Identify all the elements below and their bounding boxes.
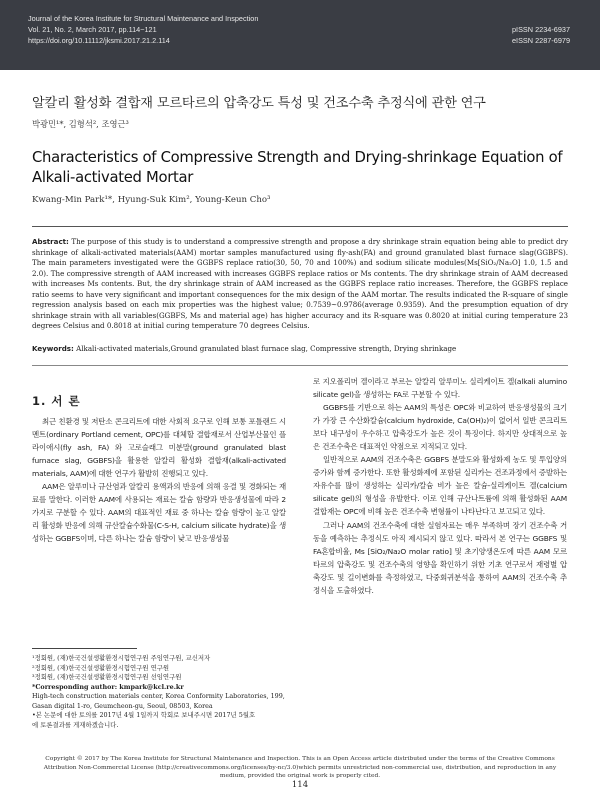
journal-header [0, 0, 600, 70]
divider-bottom [32, 365, 568, 366]
journal-name: Journal of the Korea Institute for Structural Maintenance and Inspection [28, 14, 259, 23]
footnote: ³정회원, (재)한국건설생활환경시험연구원 선임연구원 [32, 673, 182, 681]
paragraph: 일반적으로 AAM의 건조수축은 GGBFS 분말도와 활성화제 농도 및 투입양의 증가와 함께 증가한다. 또한 활성화제에 포함된 실리카는 건조과정에서 증발하는 자유수를 많이 생성하는 실리카/칼슘 비가 높은 칼슘-실리케이트 겔(calcium silicate gel)의 형성을 유발한다. 이로 인해 규산나트륨에 의해 활성화된 AAM 결합재는 OPC에 비해 높은 건조수축 변형률이 나타난다고 보고되고 있다. [313, 455, 567, 517]
address-line: Gasan digital 1-ro, Geumcheon-gu, Seoul, 08503, Korea [32, 701, 213, 710]
keywords [32, 344, 568, 354]
corresponding-author: *Corresponding author: kmpark@kcl.re.kr [32, 682, 184, 691]
abstract-label: Abstract: [32, 237, 69, 246]
pissn: pISSN 2234-6937 [511, 25, 570, 34]
english-title [32, 148, 572, 188]
volume-line: Vol. 21, No. 2, March 2017, pp.114~121 [28, 25, 157, 34]
footnote: ²정회원, (재)한국건설생활환경시험연구원 연구원 [32, 663, 170, 672]
paragraph: 최근 친환경 및 저탄소 콘크리트에 대한 사회적 요구로 인해 보통 포틀랜드 시멘트(ordinary Portland cement, OPC)를 대체할 결합재로서 산업부산물인 플라이애시(fly ash, FA) 와 고로슬래그 미분말(ground granulated blast furnace slag, GGBFS)을 활용한 알칼리 활성화 결합재(alkali-activated materials, AAM)에 대한 연구가 활발히 진행되고 있다. [32, 417, 286, 479]
keywords-text: Alkali-activated materials,Ground granulated blast furnace slag, Compressive strength, Drying shrinkage [76, 344, 457, 353]
discussion-note: 에 토론결과를 게재하겠습니다. [32, 720, 119, 729]
footnote: ¹정회원, (재)한국건설생활환경시험연구원 주임연구원, 교신저자 [32, 654, 211, 662]
issn-info [512, 24, 570, 46]
page-number: 114 [291, 780, 309, 790]
discussion-note: •본 논문에 대한 토의를 2017년 4월 1일까지 학회로 보내주시면 2017년 5월호 [32, 711, 256, 719]
doi-link[interactable]: https://doi.org/10.11112/jksmi.2017.21.2.114 [28, 36, 170, 45]
divider-top [32, 226, 568, 227]
english-title-line1: Characteristics of Compressive Strength and Drying-shrinkage Equation of [32, 149, 563, 166]
left-column [32, 415, 286, 545]
right-column [313, 375, 567, 597]
abstract [32, 237, 568, 332]
korean-title: 알칼리 활성화 결합재 모르타르의 압축강도 특성 및 건조수축 추정식에 관한 연구 [32, 96, 486, 111]
footnote-divider [32, 648, 137, 649]
english-authors: Kwang-Min Park¹*, Hyung-Suk Kim², Young-Keun Cho³ [32, 195, 271, 205]
english-title-line2: Alkali-activated Mortar [32, 169, 194, 186]
journal-info [28, 13, 258, 46]
keywords-label: Keywords: [32, 344, 74, 353]
paragraph: 로 지오폴리머 겔이라고 부르는 알칼리 알루미노 실리케이트 겔(alkali alumino silicate gel)을 생성하는 FA로 구분할 수 있다. [313, 377, 567, 400]
paragraph: AAM은 알루미나 규산염과 알칼리 용액과의 반응에 의해 응결 및 경화되는 재료를 말한다. 이러한 AAM에 사용되는 재료는 칼슘 함량과 반응생성물에 따라 2가지로 구분할 수 있다. AAM의 대표적인 재료 중 하나는 칼슘 함량이 높고 알칼리 활성화 반응에 의해 규산칼슘수화물(C-S-H, calcium silicate hydrate)을 생성하는 GGBFS이며, 다른 하나는 칼슘 함량이 낮고 반응생성물 [32, 482, 286, 544]
footnotes [32, 654, 288, 730]
eissn: eISSN 2287-6979 [511, 36, 570, 45]
paragraph: 그러나 AAM의 건조수축에 대한 실험자료는 매우 부족하며 장기 건조수축 거동을 예측하는 추정식도 아직 제시되지 않고 있다. 따라서 본 연구는 GGBFS 및 FA혼합비율, Ms [SiO₂/Na₂O molar ratio] 및 초기양생온도에 따른 AAM 모르타르의 압축강도 및 건조수축의 영향을 확인하기 위한 기초 연구로서 재령별 압축강도 및 길이변화를 측정하였고, 다중회귀분석을 통하여 AAM의 건조수축 추정식을 도출하였다. [313, 520, 567, 595]
abstract-text: The purpose of this study is to understand a compressive strength and propose a dry shrinkage strain equation being able to predict dry shrinkage of alkali-activated materials(AAM) mortar samples manufactured using fly-ash(FA) and ground granulated blast furnace slag(GGBFS). The main parameters investigated were the GGBFS replace ratio(30, 50, 70 and 100%) and sodium silicate modules(Ms[SiO₂/Na₂O] 1.0, 1.5 and 2.0). The compressive strength of AAM increased with increases GGBFS replace ratios or Ms contents. The dry shrinkage strain of AAM decreased with increases Ms contents. But, the dry shrinkage strain of AAM increased as the GGBFS replace ratio increases. Therefore, the GGBFS replace ratio seems to have very significant and important consequences for the mix design of the AAM mortar. The results indicated the R-square of single regression analysis based on each mix properties was the highest value; 0.7539~0.9786(average 0.9359). And the presumption equation of dry shrinkage strain with all variables(GGBFS, Ms and material age) has higher accuracy and its R-square was 0.8020 at initial curing temperature 23 degrees Celsius and 0.8018 at initial curing temperature 70 degrees Celsius. [32, 237, 568, 330]
korean-authors: 박광민¹*, 김형석², 조영근³ [32, 119, 129, 129]
section-heading-intro: 1. 서 론 [32, 394, 81, 408]
paragraph: GGBFS를 기반으로 하는 AAM의 특성은 OPC와 비교하여 반응생성물의 크기가 가장 큰 수산화칼슘(calcium hydroxide, Ca(OH)₂)이 없어서 일반 콘크리트보다 내구성이 우수하고 압축강도가 높은 것이 특징이다. 하지만 상대적으로 높은 건조수축은 대표적인 약점으로 지적되고 있다. [313, 403, 567, 452]
copyright-notice: Copyright © 2017 by The Korea Institute for Structural Maintenance and Inspection. This is an Open Access article distributed under the terms of the Creative Commons Attribution Non-Commercial License (http://creativecommons.org/licenses/by-nc/3.0)which permits unrestricted non-commercial use, distribution, and reproduction in any medium, provided the original work is properly cited. [43, 756, 557, 780]
address-line: High-tech construction materials center, Korea Conformity Laboratories, 199, [32, 692, 285, 700]
